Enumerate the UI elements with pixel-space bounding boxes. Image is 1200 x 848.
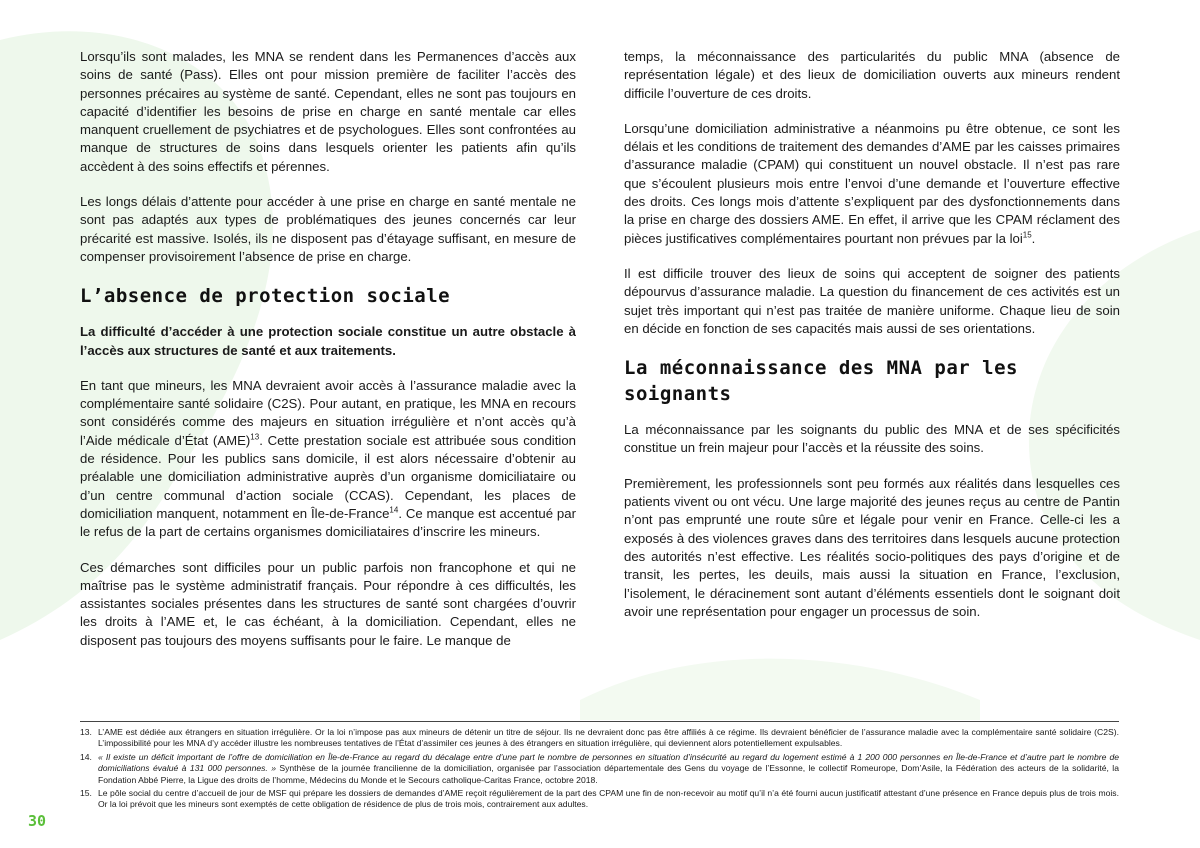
- paragraph-demarches: Ces démarches sont difficiles pour un public parfois non francophone et qui ne maîtrise pas le système administratif français. Pour répondre à ces difficultés, les assistantes sociales présentes dans les structures de santé sont chargées d’ouvrir les droits à l’AME et, le cas échéant, à la domiciliation. Cependant, elles ne disposent pas toujours des moyens suffisants pour le faire. Le manque de: [80, 559, 576, 648]
- footnote-text: [98, 752, 1119, 786]
- footnote-15: [80, 788, 1119, 811]
- footnote-ref-15: 15: [1022, 230, 1032, 240]
- footnote-13: [80, 727, 1119, 750]
- paragraph-text: .: [1031, 230, 1036, 246]
- paragraph-temps: temps, la méconnaissance des particularités du public MNA (absence de représentation légale) et des lieux de domiciliation ouverts aux mineurs rendent difficile l’ouverture de ces droits.: [624, 49, 1120, 101]
- paragraph-text: . Cette prestation sociale est attribuée sous condition de résidence. Pour les publics sans domicile, il est alors nécessaire d’obtenir au préalable une domiciliation administrative auprès d’un organisme domiciliataire ou d’un centre communal d’action sociale (CCAS). Cependant, les places de domiciliation manquent, notamment en Île-de-France: [80, 432, 576, 521]
- paragraph-lieux-soins: Il est difficile trouver des lieux de soins qui acceptent de soigner des patients dépourvus d’assurance maladie. La question du financement de ces activités est un sujet très important qui n’est pas traitée de manière uniforme. Chaque lieu de soin en décide en fonction de ses capacités mais aussi de ses orientations.: [624, 265, 1120, 336]
- paragraph-pass: Lorsqu’ils sont malades, les MNA se rendent dans les Permanences d’accès aux soins de santé (Pass). Elles ont pour mission première de faciliter l’accès des personnes précaires au système de santé. Cependant, elles ne sont pas toujours en capacité d’identifier les besoins de prise en charge en santé mentale car elles manquent cruellement de psychiatres et de psychologues. Elles sont confrontées au manque de structures de soins dans lesquels orienter les patients afin qu’ils accèdent à des soins effectifs et pérennes.: [80, 49, 576, 174]
- paragraph-cpam: [624, 120, 1120, 248]
- footnote-quote: « Il existe un déficit important de l’offre de domiciliation en Île-de-France au regard du décalage entre d’une part le nombre de personnes en situation d’insécurité au regard du logement estimé à 1 200 000 personnes en Île-de-France et d’autre part le nombre de domiciliations évalué à 131 000 personnes. »: [98, 751, 1119, 774]
- footnote-number: 14.: [80, 751, 92, 762]
- footnote-text: Le pôle social du centre d’accueil de jour de MSF qui prépare les dossiers de demandes d’AME reçoit régulièrement de la part des CPAM une fin de non-recevoir au motif qu’il n’a été fourni aucun justificatif attestant d’une présence en France depuis plus de trois mois. Or la loi prévoit que les mineurs sont exemptés de cette obligation de résidence de plus de trois mois, contrairement aux adultes.: [98, 788, 1119, 810]
- paragraph-professionnels: Premièrement, les professionnels sont peu formés aux réalités dans lesquelles ces patients vivent ou ont vécu. Une large majorité des jeunes reçus au centre de Pantin n’ont pas emprunté une route sûre et légale pour venir en France. Celle-ci les a exposés à des violences graves dans des territoires dans lesquels aucune protection des autorités n’est effective. Les réalités socio-politiques des pays d’origine et de transit, les pertes, les deuils, mais aussi la situation en France, l’exclusion, l’isolement, le déracinement sont autant d’éléments essentiels dont le soignant doit avoir une représentation pour engager un processus de soin.: [624, 475, 1120, 619]
- left-column: [80, 48, 576, 667]
- right-column: [624, 48, 1120, 638]
- paragraph-text: . Ce manque est accentué par le refus de la part de certains organismes domiciliataires d’inscrire les mineurs.: [80, 505, 576, 540]
- footnotes: [80, 721, 1119, 813]
- paragraph-delais: Les longs délais d’attente pour accéder à une prise en charge en santé mentale ne sont pas adaptés aux types de problématiques des jeunes concernés car leur précarité est massive. Isolés, ils ne disposent pas d’étayage suffisant, en mesure de compenser provisoirement l’absence de prise en charge.: [80, 194, 576, 264]
- footnote-text: L’AME est dédiée aux étrangers en situation irrégulière. Or la loi n’impose pas aux mineurs de détenir un titre de séjour. Ils ne devraient donc pas être affiliés à ce régime. Ils devraient bénéficier de l’assurance maladie avec la complémentaire santé solidaire (C2S). L’impossibilité pour les MNA d’y accéder illustre les nombreuses tentatives de l’État d’assimiler ces jeunes à des étrangers en situation irrégulière, qui deviennent alors potentiellement expulsables.: [98, 727, 1119, 749]
- footnote-ref-14: 14: [389, 505, 399, 515]
- paragraph-text: En tant que mineurs, les MNA devraient avoir accès à l’assurance maladie avec la complémentaire santé solidaire (C2S). Pour autant, en pratique, les MNA en recours sont considérés comme des majeurs en situation irrégulière et n’ont accès qu’à l’Aide médicale d’État (AME): [80, 377, 576, 448]
- footnote-source: Synthèse de la journée francilienne de la domiciliation, organisée par l’association départementale des Gens du voyage de l’Essonne, le collectif Romeurope, Dom’Asile, la Fédération des acteurs de la solidarité, la Fondation Abbé Pierre, la Ligue des droits de l’homme, Médecins du Monde et le Secours catholique-Caritas France, octobre 2018.: [98, 763, 1119, 785]
- paragraph-lead-protection: La difficulté d’accéder à une protection sociale constitue un autre obstacle à l’accès aux structures de santé et aux traitements.: [80, 324, 576, 358]
- page-number: 30: [28, 812, 47, 830]
- paragraph-frein: La méconnaissance par les soignants du public des MNA et de ses spécificités constitue un frein majeur pour l’accès et la réussite des soins.: [624, 422, 1120, 456]
- footnote-ref-13: 13: [250, 432, 260, 442]
- section-heading-protection-sociale: L’absence de protection sociale: [80, 285, 451, 308]
- footnote-number: 13.: [80, 727, 92, 737]
- footnote-number: 15.: [80, 788, 92, 799]
- section-heading-meconnaissance: La méconnaissance des MNA par les soignants: [624, 357, 1018, 406]
- paragraph-text: Lorsqu’une domiciliation administrative a néanmoins pu être obtenue, ce sont les délais et les conditions de traitement des demandes d’AME par les caisses primaires d’assurance maladie (CPAM) qui constituent un nouvel obstacle. Il n’est pas rare que s’écoulent plusieurs mois entre l’envoi d’une demande et l’ouverture effective des droits. Ces longs mois d’attente s’expliquent par des dysfonctionnements dans la prise en charge des dossiers AME. En effet, il arrive que les CPAM réclament des pièces justificatives complémentaires pourtant non prévues par la loi: [624, 120, 1120, 246]
- footnote-14: [80, 752, 1119, 786]
- paragraph-assurance-maladie: [80, 377, 576, 542]
